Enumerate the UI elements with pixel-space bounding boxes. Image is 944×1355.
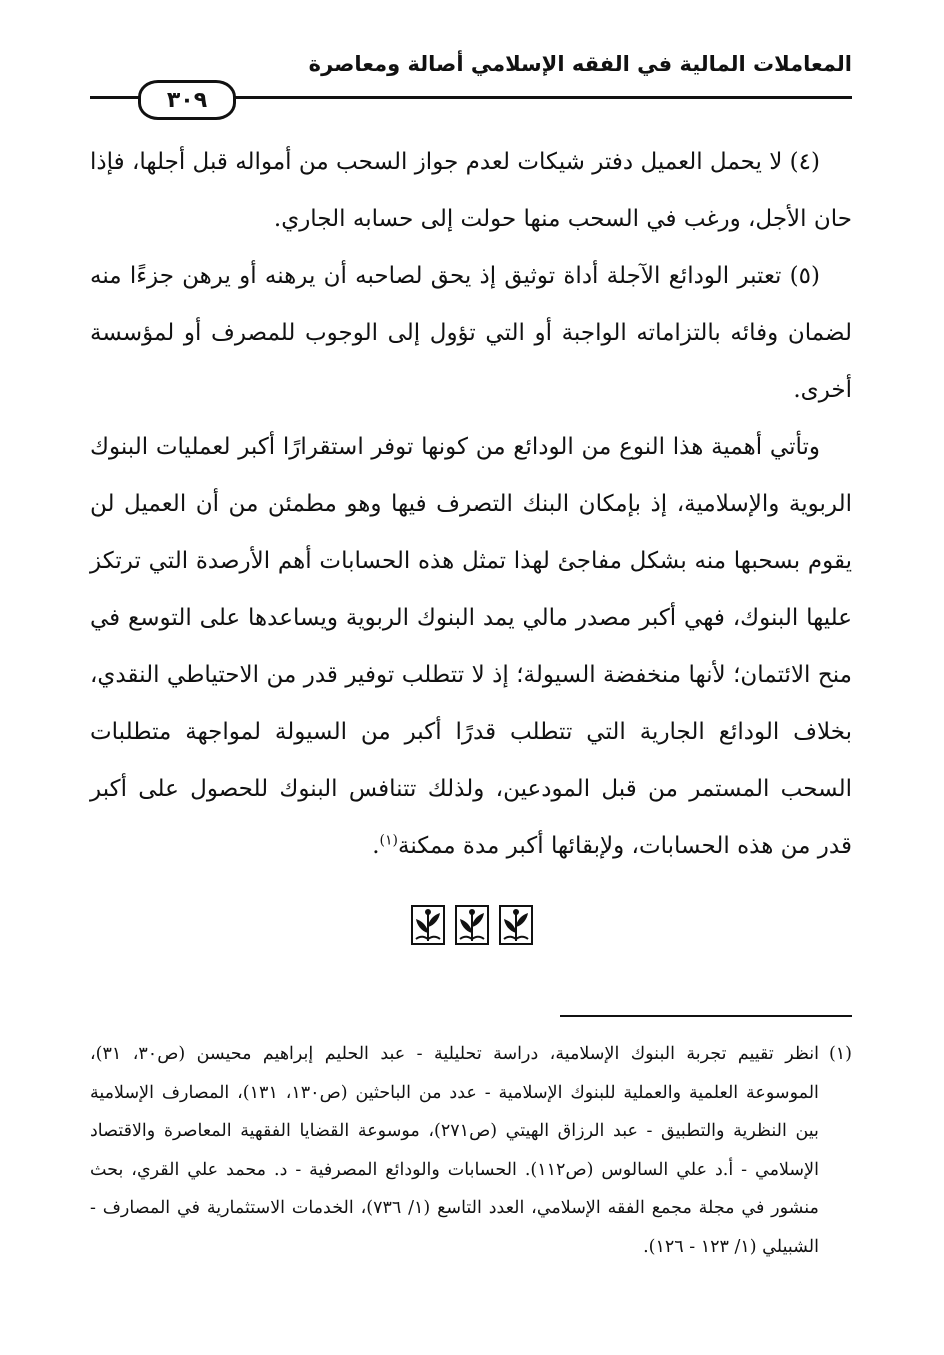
floral-ornament-icon: [411, 905, 445, 945]
floral-ornament-icon: [499, 905, 533, 945]
footnote: [90, 1035, 852, 1266]
paragraph-item-5: (٥) تعتبر الودائع الآجلة أداة توثيق إذ يحق لصاحبه أن يرهنه أو يرهن جزءًا منه لضمان وفائه بالتزاماته الواجبة أو التي تؤول إلى الوجوب للمصرف أو لمؤسسة أخرى.: [90, 263, 852, 403]
paragraph-item-4: (٤) لا يحمل العميل دفتر شيكات لعدم جواز السحب من أمواله قبل أجلها، فإذا حان الأجل، ورغب في السحب منها حولت إلى حسابه الجاري.: [90, 149, 852, 232]
running-title: المعاملات المالية في الفقه الإسلامي أصالة ومعاصرة: [308, 52, 852, 76]
paragraph-importance: [90, 419, 852, 875]
footnote-marker: (١): [828, 1044, 852, 1064]
main-text: [90, 134, 852, 875]
section-divider-ornaments: [0, 905, 944, 945]
floral-ornament-icon: [455, 905, 489, 945]
footnote-separator: [560, 1015, 852, 1017]
paragraph-end-mark: .: [372, 833, 380, 859]
paragraph-importance-text: وتأتي أهمية هذا النوع من الودائع من كونها توفر استقرارًا أكبر لعمليات البنوك الربوية والإسلامية، إذ بإمكان البنك التصرف فيها وهو مطمئن من أن العميل لن يقوم بسحبها منه بشكل مفاجئ لهذا تمثل هذه الحسابات أهم الأرصدة التي ترتكز عليها البنوك، فهي أكبر مصدر مالي يمد البنوك الربوية ويساعدها على التوسع في منح الائتمان؛ لأنها منخفضة السيولة؛ إذ لا تتطلب توفير قدر من الاحتياطي النقدي، بخلاف الودائع الجارية التي تتطلب قدرًا أكبر من السيولة لمواجهة متطلبات السحب المستمر من قبل المودعين، ولذلك تتنافس البنوك للحصول على أكبر قدر من هذه الحسابات، ولإبقائها أكبر مدة ممكنة: [90, 434, 852, 859]
footnote-reference[interactable]: (١): [379, 832, 399, 849]
page-number: ٣٠٩: [138, 80, 236, 120]
footnote-text: انظر تقييم تجربة البنوك الإسلامية، دراسة تحليلية - عبد الحليم إبراهيم محيسن (ص٣٠، ٣١)، الموسوعة العلمية والعملية للبنوك الإسلامية - عدد من الباحثين (ص١٣٠، ١٣١)، المصارف الإسلامية بين النظرية والتطبيق - عبد الرزاق الهيتي (ص٢٧١)، موسوعة القضايا الفقهية المعاصرة والاقتصاد الإسلامي - أ.د علي السالوس (ص١١٢). الحسابات والودائع المصرفية - د. محمد علي القري، بحث منشور في مجلة مجمع الفقه الإسلامي، العدد التاسع (١/ ٧٣٦)، الخدمات الاستثمارية في المصارف - الشبيلي (١/ ١٢٣ - ١٢٦).: [90, 1044, 819, 1257]
